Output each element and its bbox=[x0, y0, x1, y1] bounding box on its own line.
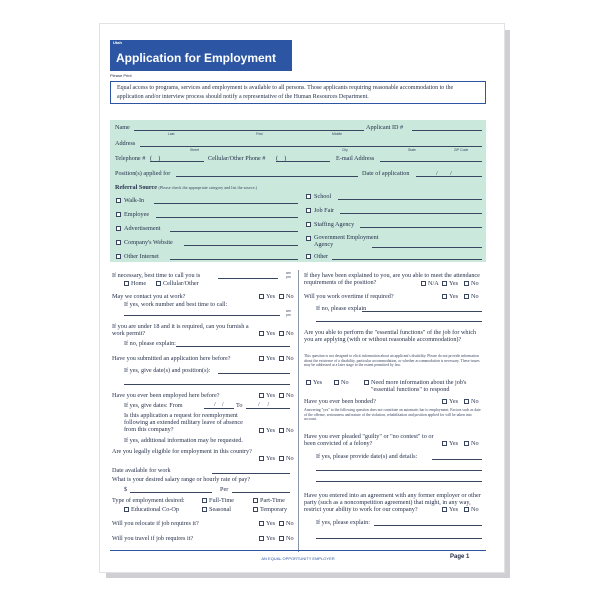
employed-to-field[interactable] bbox=[246, 408, 290, 409]
under18-yes-label: Yes bbox=[266, 330, 276, 337]
referral-school-label: School bbox=[314, 193, 332, 200]
positions-label: Position(s) applied for bbox=[115, 170, 171, 177]
referral-government-label: Government Employment Agency bbox=[314, 234, 379, 248]
travel-yes-label: Yes bbox=[266, 535, 276, 542]
salary-per: Per bbox=[220, 486, 229, 493]
q-attendance: If they have been explained to you, are you able to meet the attendance requirements of the position? bbox=[304, 272, 480, 286]
attendance-yes-label: Yes bbox=[449, 280, 459, 287]
personal-info-section bbox=[110, 120, 486, 262]
overtime-no-label: No bbox=[471, 293, 479, 300]
agreement-yes-label: Yes bbox=[449, 506, 459, 513]
overtime-no-checkbox[interactable] bbox=[464, 294, 469, 299]
referral-website-field[interactable] bbox=[184, 245, 298, 246]
cellular-field[interactable] bbox=[276, 161, 330, 162]
referral-advertisement-field[interactable] bbox=[170, 231, 298, 232]
submitted-yes-label: Yes bbox=[266, 355, 276, 362]
cellular-label: Cellular/Other Phone # bbox=[208, 155, 266, 162]
q-eligible: Are you legally eligible for employment in this country? bbox=[112, 448, 252, 455]
eligible-yes-checkbox[interactable] bbox=[259, 456, 264, 461]
submitted-dates-field-2[interactable] bbox=[124, 384, 290, 385]
overtime-explain-field[interactable] bbox=[362, 311, 482, 312]
relocate-no-label: No bbox=[286, 520, 294, 527]
reemploy-no-checkbox[interactable] bbox=[279, 428, 284, 433]
pm-label: pm bbox=[286, 275, 291, 279]
form-title: Application for Employment bbox=[110, 46, 292, 71]
q-employed-from: If yes, give dates: From bbox=[124, 402, 183, 409]
essential-no-checkbox[interactable] bbox=[334, 380, 339, 385]
essential-no-label: No bbox=[341, 379, 349, 386]
employed-from-slashes: / / bbox=[214, 401, 224, 408]
submitted-yes-checkbox[interactable] bbox=[259, 356, 264, 361]
full-time-label: Full-Time bbox=[209, 497, 234, 504]
home-checkbox[interactable] bbox=[124, 281, 129, 286]
essential-note: This question is not designed to elicit information about an applicant's disability. Please do not provide information about the existence of a disability, particular accommodation, or whether accommodation is necessary. These issues may be addressed at a later stage to the extent permitted by law. bbox=[304, 354, 480, 368]
felony-no-checkbox[interactable] bbox=[464, 441, 469, 446]
referral-walkin-checkbox[interactable] bbox=[116, 198, 121, 203]
equal-access-notice: Equal access to programs, services and employment is available to all persons. Those applicants requiring reasonable accommodation to the application and/or interview process should notify a representative of the Human Resources Department. bbox=[110, 81, 486, 104]
essential-need-more-checkbox[interactable] bbox=[364, 380, 369, 385]
salary-label: What is your desired salary range or hourly rate of pay? bbox=[112, 476, 251, 483]
column-divider bbox=[298, 270, 299, 552]
page-number: Page 1 bbox=[450, 554, 470, 560]
attendance-no-checkbox[interactable] bbox=[464, 281, 469, 286]
bonded-yes-checkbox[interactable] bbox=[442, 399, 447, 404]
employed-no-checkbox[interactable] bbox=[279, 393, 284, 398]
submitted-dates-field[interactable] bbox=[218, 373, 290, 374]
under18-explain-field[interactable] bbox=[176, 346, 290, 347]
cellular-checkbox[interactable] bbox=[156, 281, 161, 286]
address-street-sub: Street bbox=[190, 148, 200, 152]
q-best-time: If necessary, best time to call you is bbox=[112, 272, 201, 279]
please-print: Please Print bbox=[110, 73, 132, 78]
referral-employee-field[interactable] bbox=[156, 217, 298, 218]
agreement-no-checkbox[interactable] bbox=[464, 507, 469, 512]
temporary-checkbox[interactable] bbox=[253, 507, 258, 512]
q-submitted-if: If yes, give date(s) and position(s): bbox=[124, 367, 211, 374]
eligible-no-checkbox[interactable] bbox=[279, 456, 284, 461]
name-last-sub: Last bbox=[168, 132, 175, 136]
eligible-no-label: No bbox=[286, 455, 294, 462]
referral-website-label: Company's Website bbox=[124, 239, 173, 246]
referral-employee-label: Employee bbox=[124, 211, 150, 218]
referral-jobfair-label: Job Fair bbox=[314, 207, 335, 214]
part-time-checkbox[interactable] bbox=[253, 498, 258, 503]
referral-heading bbox=[115, 184, 257, 191]
agreement-no-label: No bbox=[471, 506, 479, 513]
referral-internet-field[interactable] bbox=[170, 259, 298, 260]
travel-no-label: No bbox=[286, 535, 294, 542]
date-available-label: Date available for work bbox=[112, 467, 171, 474]
referral-staffing-field[interactable] bbox=[360, 227, 482, 228]
address-field[interactable] bbox=[140, 146, 482, 147]
q-employed: Have you ever been employed here before? bbox=[112, 392, 220, 399]
attendance-yes-checkbox[interactable] bbox=[442, 281, 447, 286]
relocate-yes-checkbox[interactable] bbox=[259, 521, 264, 526]
equal-opportunity-footer: AN EQUAL OPPORTUNITY EMPLOYER bbox=[261, 556, 335, 561]
travel-no-checkbox[interactable] bbox=[279, 536, 284, 541]
applicant-id-field[interactable] bbox=[412, 130, 482, 131]
referral-staffing-checkbox[interactable] bbox=[306, 222, 311, 227]
q-contact-work-if: If yes, work number and best time to call: bbox=[124, 301, 228, 308]
contact-work-yes-checkbox[interactable] bbox=[259, 294, 264, 299]
full-time-checkbox[interactable] bbox=[202, 498, 207, 503]
part-time-label: Part-Time bbox=[260, 497, 285, 504]
agreement-explain-field[interactable] bbox=[374, 525, 482, 526]
referral-advertisement-label: Advertisement bbox=[124, 225, 161, 232]
eligible-yes-label: Yes bbox=[266, 455, 276, 462]
essential-need-more-label: Need more information about the job's "essential functions" to respond bbox=[371, 379, 467, 393]
travel-yes-checkbox[interactable] bbox=[259, 536, 264, 541]
referral-employee-checkbox[interactable] bbox=[116, 212, 121, 217]
referral-jobfair-field[interactable] bbox=[340, 213, 482, 214]
contact-work-yes-label: Yes bbox=[266, 293, 276, 300]
attendance-no-label: No bbox=[471, 280, 479, 287]
seasonal-checkbox[interactable] bbox=[202, 507, 207, 512]
co-op-checkbox[interactable] bbox=[124, 507, 129, 512]
q-overtime: Will you work overtime if required? bbox=[304, 293, 394, 300]
submitted-no-label: No bbox=[286, 355, 294, 362]
referral-other-label: Other bbox=[314, 253, 329, 260]
essential-yes-checkbox[interactable] bbox=[306, 380, 311, 385]
referral-school-checkbox[interactable] bbox=[306, 194, 311, 199]
telephone-label: Telephone # bbox=[115, 155, 146, 162]
employed-to-label: To bbox=[236, 402, 243, 409]
work-am-label: am bbox=[286, 309, 291, 313]
agreement-yes-checkbox[interactable] bbox=[442, 507, 447, 512]
type-desired-label: Type of employment desired: bbox=[112, 497, 185, 504]
under18-no-label: No bbox=[286, 330, 294, 337]
q-reemploy-if: If yes, additional information may be requested. bbox=[124, 437, 243, 444]
state-label: Utah bbox=[110, 40, 292, 46]
reemploy-yes-label: Yes bbox=[266, 427, 276, 434]
agreement-explain-field-2[interactable] bbox=[316, 538, 482, 539]
name-middle-sub: Middle bbox=[332, 132, 342, 136]
telephone-field[interactable] bbox=[150, 161, 204, 162]
best-time-field[interactable] bbox=[218, 278, 278, 279]
date-available-field[interactable] bbox=[212, 473, 290, 474]
referral-internet-checkbox[interactable] bbox=[116, 254, 121, 259]
q-felony: Have you ever pleaded "guilty" or "no contest" to or been convicted of a felony? bbox=[304, 433, 434, 447]
employed-yes-label: Yes bbox=[266, 392, 276, 399]
overtime-if-no: If no, please explain bbox=[316, 305, 367, 312]
reemploy-no-label: No bbox=[286, 427, 294, 434]
q-felony-if: If yes, please provide date(s) and details: bbox=[316, 453, 418, 460]
employed-no-label: No bbox=[286, 392, 294, 399]
applicant-id-label: Applicant ID # bbox=[366, 124, 404, 131]
date-application-label: Date of application bbox=[362, 170, 410, 177]
felony-details-field-2[interactable] bbox=[316, 470, 482, 471]
essential-yes-label: Yes bbox=[313, 379, 323, 386]
name-first-sub: First bbox=[256, 132, 263, 136]
q-agreement: Have you entered into an agreement with any former employer or other party (such as a noncompetition agreement) that might, in any way, restrict your ability to work for our company? bbox=[304, 492, 481, 513]
overtime-explain-field-2[interactable] bbox=[316, 321, 482, 322]
overtime-yes-label: Yes bbox=[449, 293, 459, 300]
attendance-na-checkbox[interactable] bbox=[421, 281, 426, 286]
referral-walkin-label: Walk-In bbox=[124, 197, 145, 204]
salary-per-field[interactable] bbox=[232, 492, 290, 493]
address-state-sub: State bbox=[408, 148, 416, 152]
reemploy-yes-checkbox[interactable] bbox=[259, 428, 264, 433]
q-under18: If you are under 18 and it is required, can you furnish a work permit? bbox=[112, 323, 249, 337]
application-page bbox=[100, 24, 504, 572]
address-city-sub: City bbox=[342, 148, 348, 152]
overtime-yes-checkbox[interactable] bbox=[442, 294, 447, 299]
home-label: Home bbox=[131, 280, 147, 287]
employed-from-field[interactable] bbox=[204, 408, 234, 409]
contact-work-no-checkbox[interactable] bbox=[279, 294, 284, 299]
q-reemploy: Is this application a request for reemployment following an extended military leave of absence from this company? bbox=[124, 412, 243, 433]
submitted-no-checkbox[interactable] bbox=[279, 356, 284, 361]
email-label: E-mail Address bbox=[336, 155, 375, 162]
felony-details-field[interactable] bbox=[432, 459, 482, 460]
name-field[interactable] bbox=[134, 130, 364, 131]
felony-yes-checkbox[interactable] bbox=[442, 441, 447, 446]
q-contact-work: May we contact you at work? bbox=[112, 293, 186, 300]
referral-other-checkbox[interactable] bbox=[306, 254, 311, 259]
cellular-parens: ( ) bbox=[276, 155, 287, 162]
referral-website-checkbox[interactable] bbox=[116, 240, 121, 245]
referral-school-field[interactable] bbox=[338, 199, 482, 200]
under18-if-no: If no, please explain: bbox=[124, 340, 176, 347]
positions-field[interactable] bbox=[176, 176, 358, 177]
co-op-label: Educational Co-Op bbox=[131, 506, 179, 513]
referral-walkin-field[interactable] bbox=[154, 203, 298, 204]
telephone-parens: ( ) bbox=[150, 155, 161, 162]
referral-advertisement-checkbox[interactable] bbox=[116, 226, 121, 231]
footer-divider bbox=[110, 550, 486, 551]
felony-details-field-3[interactable] bbox=[316, 481, 482, 482]
salary-dollar: $ bbox=[124, 486, 128, 493]
referral-title: Referral Source bbox=[115, 184, 157, 191]
q-bonded: Have you ever been bonded? bbox=[304, 398, 376, 405]
referral-other-field[interactable] bbox=[332, 259, 482, 260]
bonded-no-checkbox[interactable] bbox=[464, 399, 469, 404]
address-label: Address bbox=[115, 140, 136, 147]
referral-government-field[interactable] bbox=[372, 247, 482, 248]
employed-to-slashes: / / bbox=[258, 401, 270, 408]
employed-yes-checkbox[interactable] bbox=[259, 393, 264, 398]
address-zip-sub: ZIP Code bbox=[454, 148, 469, 152]
referral-internet-label: Other Internet bbox=[124, 253, 159, 260]
relocate-no-checkbox[interactable] bbox=[279, 521, 284, 526]
q-relocate: Will you relocate if job requires it? bbox=[112, 520, 199, 527]
bonded-yes-label: Yes bbox=[449, 398, 459, 405]
work-number-field[interactable] bbox=[124, 315, 280, 316]
contact-work-no-label: No bbox=[286, 293, 294, 300]
bonded-note: Answering "yes" to the following question does not constitute an automatic bar to employment. Factors such as date of the offense, seriousness and nature of the violation, rehabilitation and position applied for will be taken into account. bbox=[304, 408, 481, 422]
am-label: am bbox=[286, 271, 291, 275]
referral-jobfair-checkbox[interactable] bbox=[306, 208, 311, 213]
referral-staffing-label: Staffing Agency bbox=[314, 221, 355, 228]
email-field[interactable] bbox=[380, 161, 482, 162]
attendance-na-label: N/A bbox=[428, 280, 439, 287]
relocate-yes-label: Yes bbox=[266, 520, 276, 527]
felony-yes-label: Yes bbox=[449, 440, 459, 447]
salary-field[interactable] bbox=[130, 492, 212, 493]
under18-yes-checkbox[interactable] bbox=[259, 331, 264, 336]
name-label: Name bbox=[115, 124, 130, 131]
date-slash: / / bbox=[436, 170, 452, 177]
referral-hint: (Please check the appropriate category and list the source.) bbox=[158, 185, 258, 190]
cellular-other-label: Cellular/Other bbox=[163, 280, 199, 287]
q-travel: Will you travel if job requires it? bbox=[112, 535, 194, 542]
referral-government-checkbox[interactable] bbox=[306, 236, 311, 241]
bonded-no-label: No bbox=[471, 398, 479, 405]
felony-no-label: No bbox=[471, 440, 479, 447]
q-agreement-if: If yes, please explain: bbox=[316, 519, 370, 526]
q-submitted: Have you submitted an application here before? bbox=[112, 355, 231, 362]
temporary-label: Temporary bbox=[260, 506, 288, 513]
work-pm-label: pm bbox=[286, 313, 291, 317]
under18-no-checkbox[interactable] bbox=[279, 331, 284, 336]
seasonal-label: Seasonal bbox=[209, 506, 231, 513]
q-essential: Are you able to perform the "essential functions" of the job for which you are applying (with or without reasonable accommodation)? bbox=[304, 329, 477, 343]
